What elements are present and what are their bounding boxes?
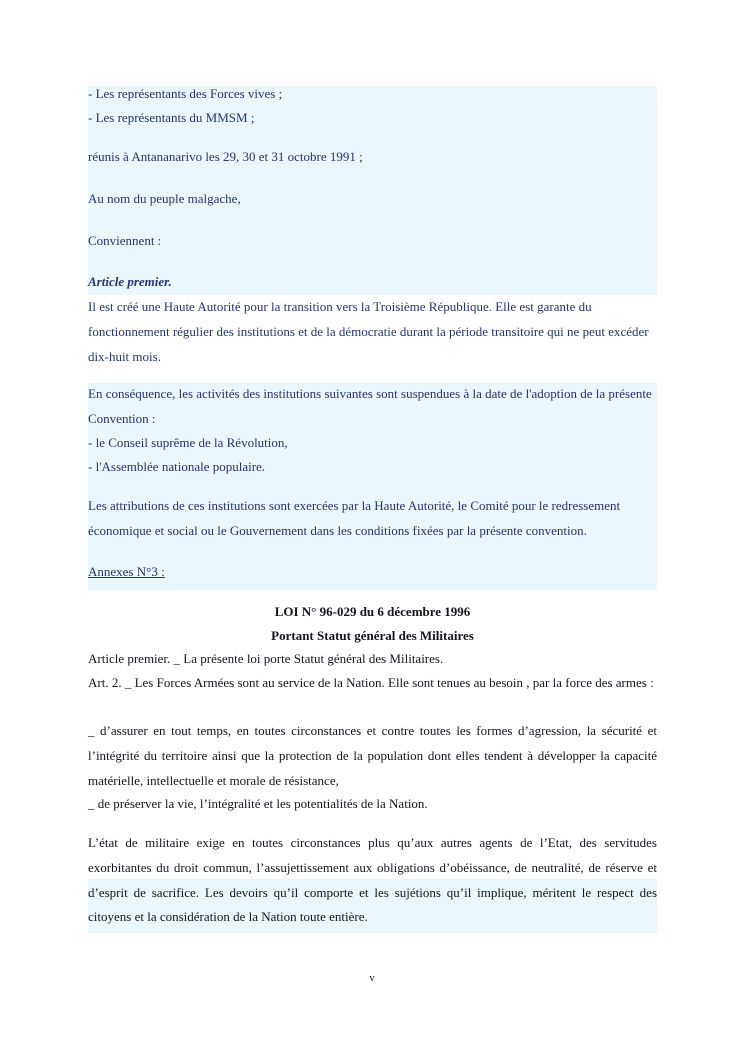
convention-agree-line: Conviennent : [88,233,162,248]
convention-in-name-line: Au nom du peuple malgache, [88,191,241,206]
page-number: v [369,972,375,984]
convention-consequence-intro: En conséquence, les activités des institutions suivantes sont suspendues à la date de l'adoption de la présente Convention : [88,386,652,426]
law-article-2-item-1: _ d’assurer en tout temps, en toutes circonstances et contre toutes les formes d’agression, la sécurité et l’intégrité du territoire ainsi que la protection de la population dont elles tendent à développer la capacité matérielle, intellectuelle et morale de résistance, [88,723,657,788]
convention-article-body: Il est créé une Haute Autorité pour la transition vers la Troisième République. Elle est garante du fonctionnement régulier des institutions et de la démocratie durant la période transitoire qui ne peut excéder dix-huit mois. [88,299,649,364]
law-article-2-item-2: _ de préserver la vie, l’intégralité et les potentialités de la Nation. [88,796,428,811]
convention-suspended-item-1: - le Conseil suprême de la Révolution, [88,435,288,450]
law-article-2-intro: Art. 2. _ Les Forces Armées sont au service de la Nation. Elle sont tenues au besoin , par la force des armes : [88,675,654,690]
law-article-1: Article premier. _ La présente loi porte Statut général des Militaires. [88,651,444,666]
convention-suspended-item-2: - l'Assemblée nationale populaire. [88,459,266,474]
law-status-paragraph: L’état de militaire exige en toutes circonstances plus qu’aux autres agents de l’Etat, des servitudes exorbitantes du droit commun, l’assujettissement aux obligations d’obéissance, de neutralité, de réserve et d’esprit de sacrifice. Les devoirs qu’il comporte et les sujétions qu’il implique, méritent le respect des citoyens et la considération de la Nation toute entière. [88,835,657,925]
convention-attributions-paragraph: Les attributions de ces institutions sont exercées par la Haute Autorité, le Comité pour le redressement économique et social ou le Gouvernement dans les conditions fixées par la présente convention. [88,498,621,538]
convention-article-heading: Article premier. [88,274,172,289]
law-title-line-1: LOI N° 96-029 du 6 décembre 1996 [274,604,471,619]
annex-heading: Annexes N°3 : [88,564,165,579]
law-title-line-2: Portant Statut général des Militaires [271,628,474,643]
convention-meeting-line: réunis à Antananarivo les 29, 30 et 31 octobre 1991 ; [88,149,363,164]
convention-delegates-line-2: - Les représentants du MMSM ; [88,110,255,125]
convention-delegates-line-1: - Les représentants des Forces vives ; [88,86,283,101]
